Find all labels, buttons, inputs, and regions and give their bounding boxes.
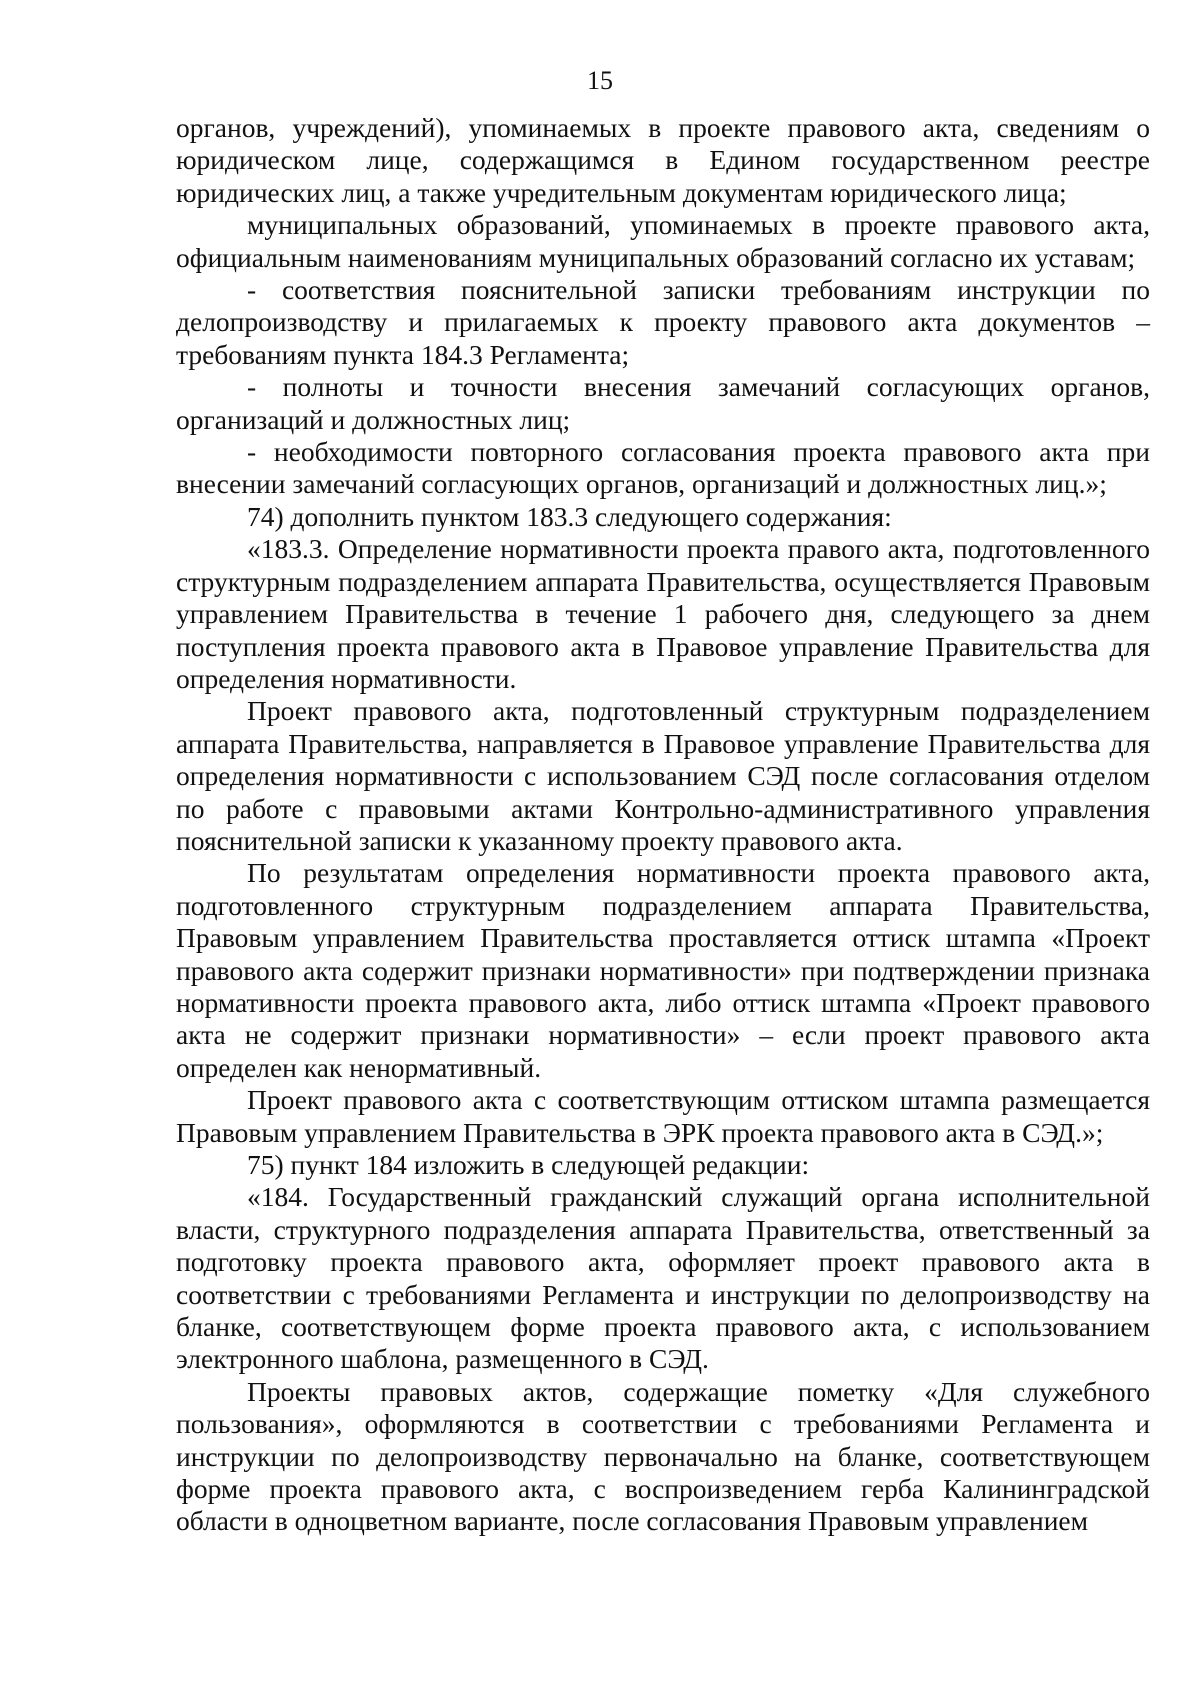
paragraph-5: - необходимости повторного согласования проекта правового акта при внесении замечаний согласующих органов, организаций и должностных лиц.»; [176, 436, 1150, 500]
paragraph-11: 75) пункт 184 изложить в следующей редакции: [247, 1149, 810, 1180]
document-body [176, 112, 1150, 1538]
paragraph-6: 74) дополнить пунктом 183.3 следующего содержания: [247, 500, 892, 532]
paragraph-10: Проект правового акта с соответствующим оттиском штампа размещается Правовым управлением Правительства в ЭРК проекта правового акта в СЭД.»; [176, 1084, 1150, 1148]
paragraph-12: «184. Государственный гражданский служащий органа исполнительной власти, структурного подразделения аппарата Правительства, ответственный за подготовку проекта правового акта, оформляет проект правового акта в соответствии с требованиями Регламента и инструкции по делопроизводству на бланке, соответствующем форме проекта правового акта, с использованием электронного шаблона, размещенного в СЭД. [176, 1181, 1150, 1375]
page-number: 15 [587, 66, 613, 95]
paragraph-1: органов, учреждений), упоминаемых в проекте правового акта, сведениям о юридическом лице, содержащимся в Едином государственном реестре юридических лиц, а также учредительным документам юридического лица; [176, 112, 1150, 208]
paragraph-8: Проект правового акта, подготовленный структурным подразделением аппарата Правительства, направляется в Правовое управление Правительства для определения нормативности с использованием СЭД после согласования отделом по работе с правовыми актами Контрольно-административного управления пояснительной записки к указанному проекту правового акта. [176, 695, 1150, 856]
paragraph-3: - соответствия пояснительной записки требованиям инструкции по делопроизводству и прилагаемых к проекту правового акта документов – требованиям пункта 184.3 Регламента; [176, 274, 1150, 370]
paragraph-7: «183.3. Определение нормативности проекта правого акта, подготовленного структурным подразделением аппарата Правительства, осуществляется Правовым управлением Правительства в течение 1 рабочего дня, следующего за днем поступления проекта правового акта в Правовое управление Правительства для определения нормативности. [176, 533, 1150, 694]
paragraph-9: По результатам определения нормативности проекта правового акта, подготовленного структурным подразделением аппарата Правительства, Правовым управлением Правительства проставляется оттиск штампа «Проект правового акта содержит признаки нормативности» при подтверждении признака нормативности проекта правового акта, либо оттиск штампа «Проект правового акта не содержит признаки нормативности» – если проект правового акта определен как ненормативный. [176, 857, 1150, 1083]
paragraph-2: муниципальных образований, упоминаемых в проекте правового акта, официальным наименованиям муниципальных образований согласно их уставам; [176, 209, 1150, 273]
paragraph-13: Проекты правовых актов, содержащие пометку «Для служебного пользования», оформляются в соответствии с требованиями Регламента и инструкции по делопроизводству первоначально на бланке, соответствующем форме проекта правового акта, с воспроизведением герба Калининградской области в одноцветном варианте, после согласования Правовым управлением [176, 1375, 1150, 1537]
paragraph-4: - полноты и точности внесения замечаний согласующих органов, организаций и должностных лиц; [176, 371, 1150, 435]
